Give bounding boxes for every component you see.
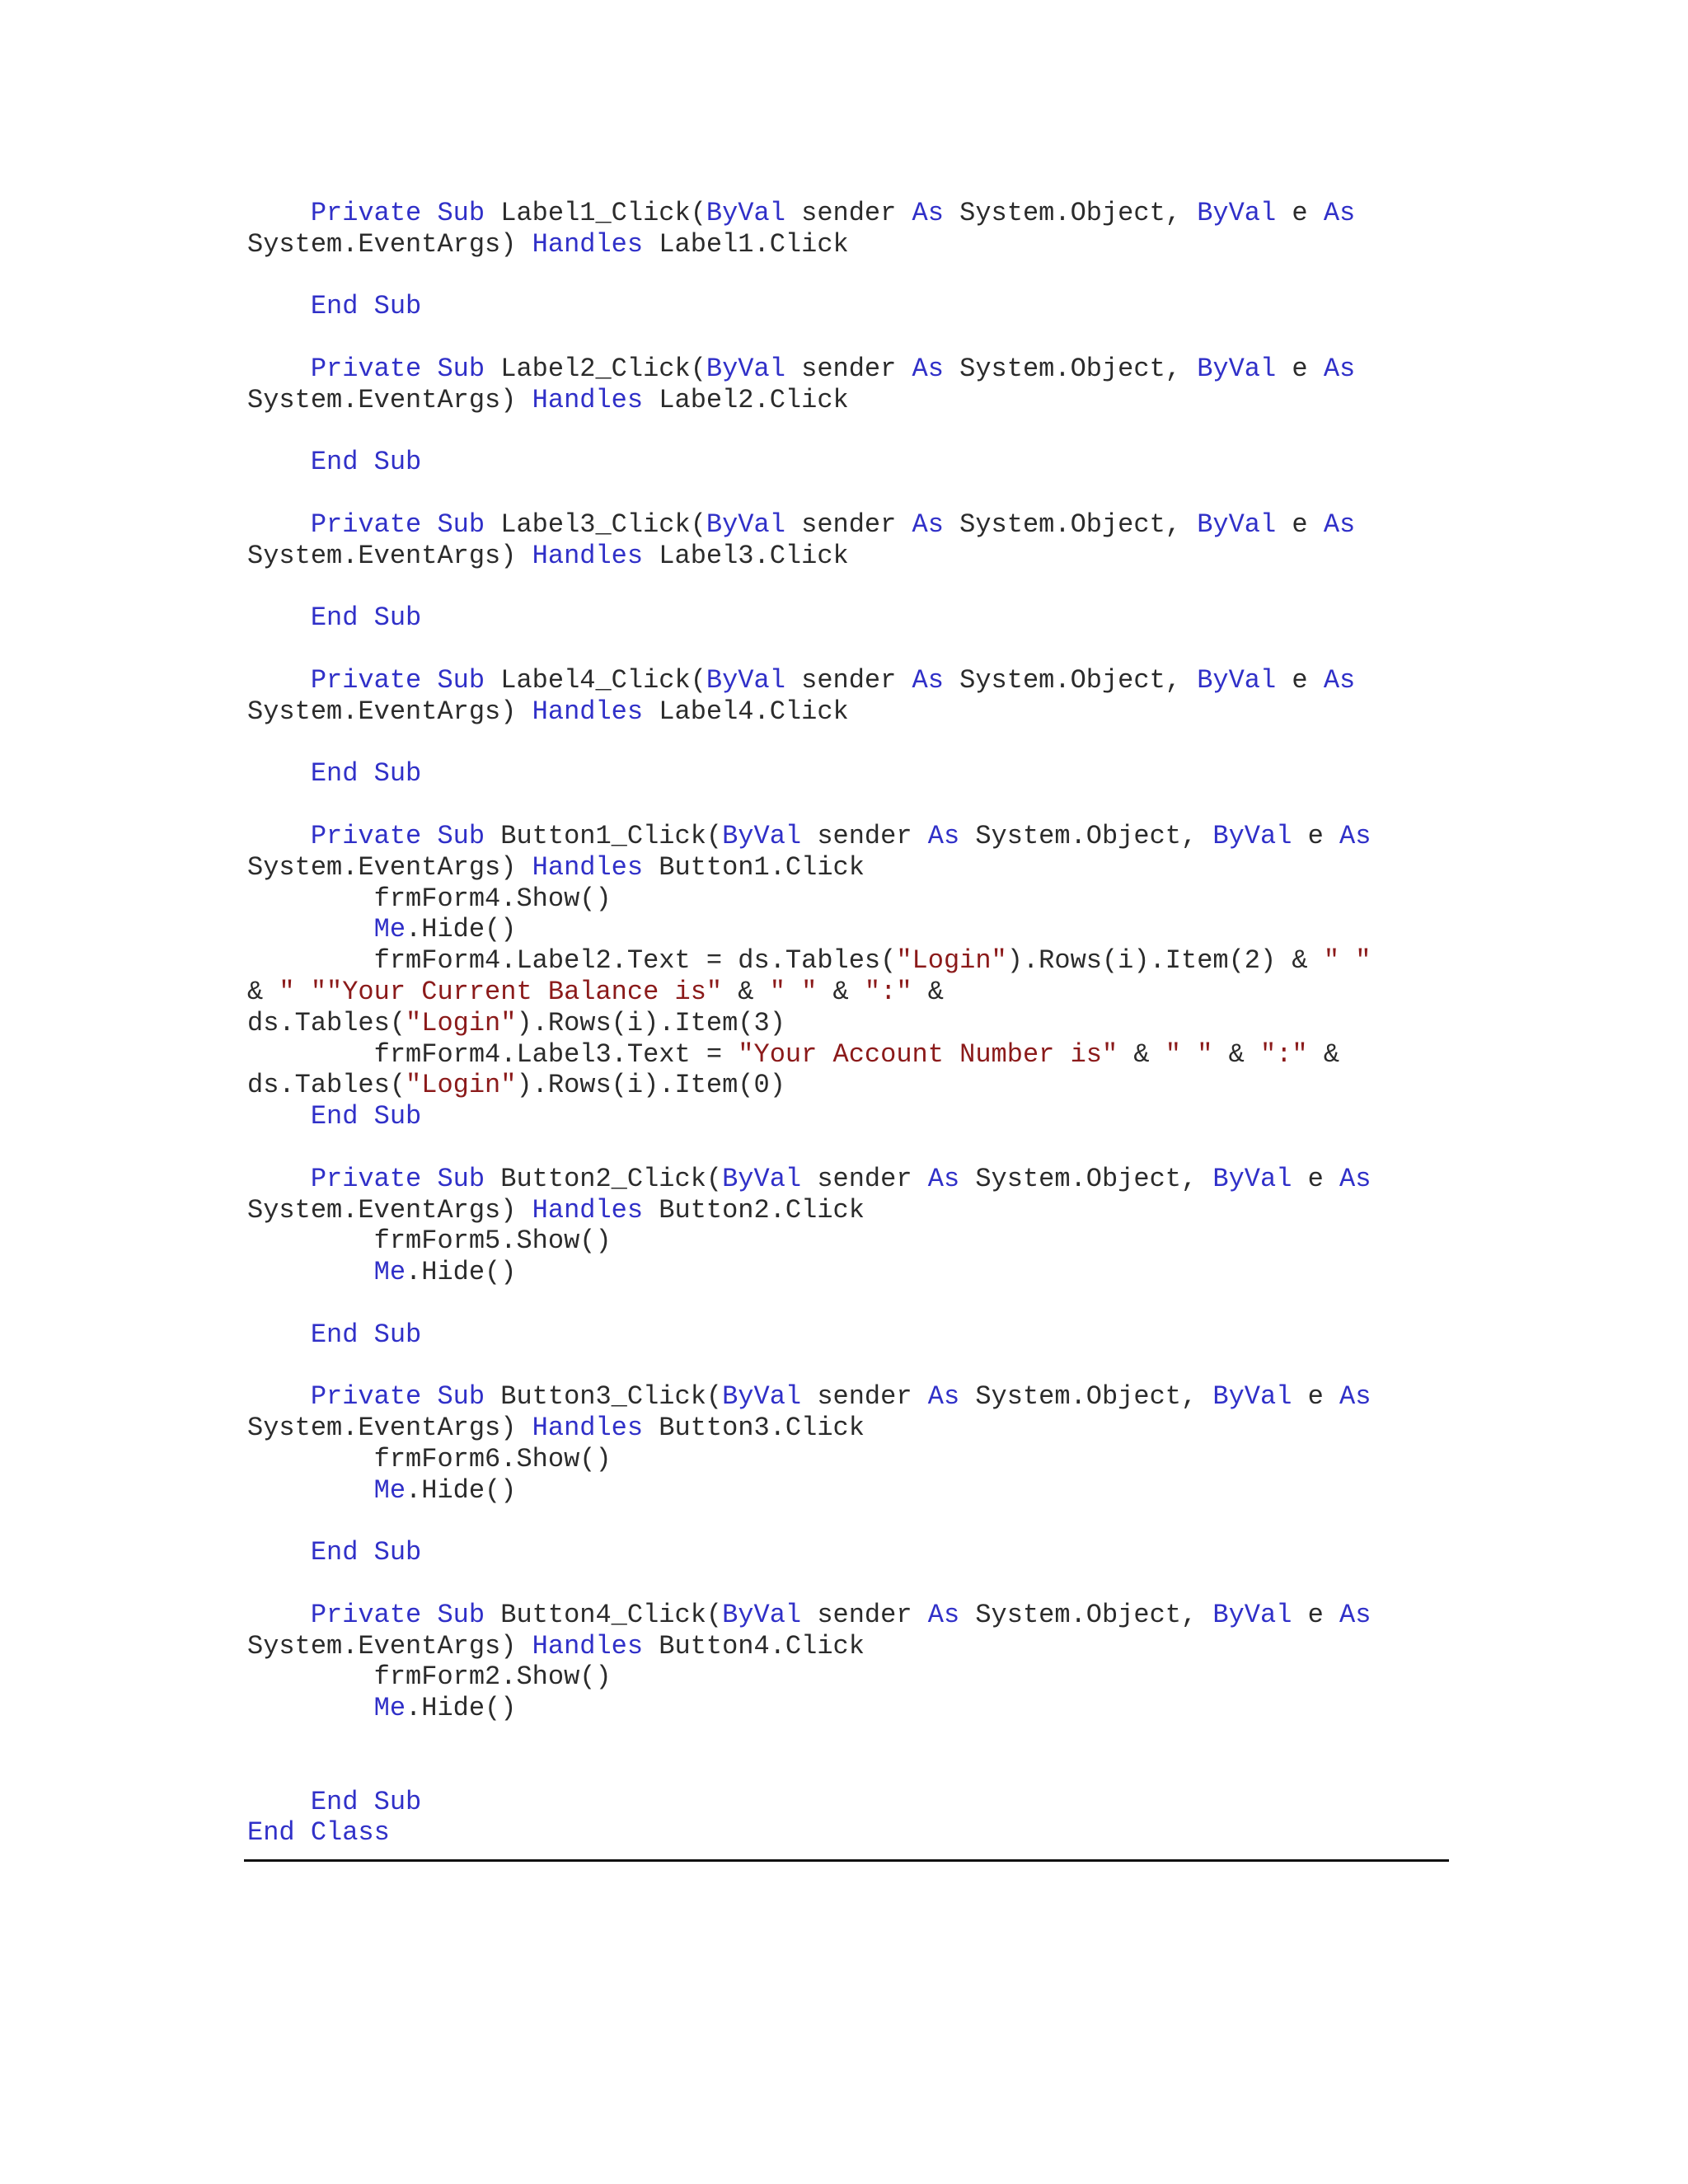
code-text: e (1292, 1599, 1340, 1630)
code-text: ds.Tables( (247, 1070, 406, 1101)
code-line (247, 790, 1451, 821)
code-line (247, 821, 1451, 852)
code-keyword: ByVal (1212, 1599, 1292, 1630)
code-string: "Login" (406, 1007, 517, 1038)
code-keyword: As (1323, 664, 1356, 696)
code-line (247, 322, 1451, 354)
code-text: & (1307, 1038, 1340, 1070)
code-line (247, 1600, 1451, 1631)
code-text: & (1118, 1038, 1165, 1070)
code-line (247, 1257, 1451, 1288)
code-line (247, 1070, 1451, 1101)
code-line (247, 1226, 1451, 1257)
code-keyword: ByVal (722, 1381, 802, 1413)
code-text: frmForm4.Label3.Text = (247, 1038, 738, 1070)
code-line (247, 1008, 1451, 1039)
code-text: Label4_Click( (500, 664, 706, 696)
code-text: System.Object, (943, 198, 1198, 228)
code-keyword: As (927, 1381, 960, 1413)
code-text: frmForm4.Show() (247, 883, 612, 914)
code-text: Button2_Click( (500, 1163, 723, 1194)
code-string: "Login" (406, 1070, 517, 1101)
code-keyword: As (1339, 1599, 1372, 1630)
code-text: sender (801, 1599, 928, 1630)
end-divider-line (244, 1859, 1449, 1862)
code-text: Button4_Click( (500, 1599, 723, 1630)
code-line (247, 1101, 1451, 1132)
code-text: sender (785, 664, 912, 696)
code-line (247, 1132, 1451, 1164)
code-line (247, 260, 1451, 292)
code-keyword: ByVal (706, 509, 785, 540)
code-line (247, 1195, 1451, 1226)
code-keyword: As (912, 509, 944, 540)
code-text: & (722, 976, 770, 1007)
code-text (247, 1693, 374, 1723)
code-line (247, 602, 1451, 634)
code-text: Button1.Click (643, 851, 865, 883)
code-text: Label3.Click (643, 540, 849, 571)
code-keyword: As (1339, 1381, 1372, 1413)
code-text: ).Rows(i).Item(2) & (1006, 945, 1324, 977)
code-text: frmForm4.Label2.Text = ds.Tables( (247, 945, 897, 977)
code-text: sender (801, 1381, 928, 1413)
code-line (247, 883, 1451, 915)
code-listing (247, 198, 1451, 1849)
code-string: " ""Your Current Balance is" (279, 976, 723, 1007)
code-text: Button4.Click (643, 1630, 865, 1661)
code-keyword: ByVal (1197, 664, 1277, 696)
code-keyword: ByVal (722, 1599, 802, 1630)
code-line (247, 728, 1451, 759)
code-keyword: Handles (532, 540, 644, 571)
code-text: System.Object, (943, 353, 1198, 384)
code-line (247, 1381, 1451, 1413)
code-line (247, 852, 1451, 883)
code-line (247, 1164, 1451, 1195)
code-keyword: Private Sub (247, 664, 501, 696)
code-line (247, 1319, 1451, 1351)
code-line (247, 758, 1451, 790)
code-text: Label2.Click (643, 384, 849, 415)
code-keyword: ByVal (1197, 509, 1277, 540)
code-text: e (1292, 1381, 1340, 1413)
code-keyword: Me (373, 914, 406, 945)
code-string: " " (1323, 945, 1372, 977)
code-string: "Your Account Number is" (738, 1038, 1118, 1070)
code-keyword: As (927, 820, 960, 851)
code-text: System.Object, (943, 509, 1198, 540)
code-keyword: As (1339, 1163, 1372, 1194)
code-line (247, 1039, 1451, 1071)
code-text: Label3_Click( (500, 509, 706, 540)
code-string: " " (769, 976, 818, 1007)
code-text: sender (785, 509, 912, 540)
code-text: e (1276, 198, 1324, 228)
code-line (247, 1506, 1451, 1537)
code-text: Label1_Click( (500, 198, 706, 228)
code-keyword: Me (373, 1474, 406, 1506)
code-text: sender (801, 1163, 928, 1194)
code-keyword: As (1323, 509, 1356, 540)
code-keyword: Private Sub (247, 1163, 501, 1194)
code-keyword: Private Sub (247, 353, 501, 384)
code-text: System.Object, (959, 1599, 1213, 1630)
code-line (247, 945, 1451, 977)
code-text: .Hide() (406, 914, 517, 945)
code-keyword: Handles (532, 696, 644, 727)
code-keyword: As (912, 664, 944, 696)
code-line (247, 1817, 1451, 1849)
code-keyword: ByVal (706, 353, 785, 384)
code-keyword: ByVal (722, 1163, 802, 1194)
code-line (247, 1755, 1451, 1787)
code-keyword: As (912, 353, 944, 384)
code-text: .Hide() (406, 1474, 517, 1506)
code-text: ).Rows(i).Item(3) (516, 1007, 785, 1038)
code-line (247, 1724, 1451, 1755)
code-text: e (1292, 1163, 1340, 1194)
code-string: "Login" (896, 945, 1007, 977)
code-keyword: Me (373, 1257, 406, 1288)
code-keyword: ByVal (706, 198, 785, 228)
code-line (247, 291, 1451, 322)
code-line (247, 1537, 1451, 1568)
code-text: Label2_Click( (500, 353, 706, 384)
code-keyword: As (927, 1599, 960, 1630)
code-keyword: ByVal (1212, 820, 1292, 851)
code-keyword: End Sub (247, 291, 422, 322)
code-keyword: As (912, 198, 944, 228)
code-line (247, 1413, 1451, 1444)
code-line (247, 354, 1451, 385)
code-text: sender (785, 198, 912, 228)
code-keyword: As (1323, 198, 1356, 228)
code-line (247, 665, 1451, 696)
code-text: Button1_Click( (500, 820, 723, 851)
code-text: frmForm5.Show() (247, 1226, 612, 1257)
code-keyword: Handles (532, 1194, 644, 1226)
code-keyword: Private Sub (247, 1381, 501, 1413)
code-text: System.EventArgs) (247, 540, 532, 571)
code-string: " " (1165, 1038, 1213, 1070)
code-text (247, 1475, 374, 1506)
code-keyword: End Sub (247, 1101, 422, 1132)
code-line (247, 1444, 1451, 1475)
code-line (247, 1568, 1451, 1600)
code-text: System.EventArgs) (247, 228, 532, 260)
code-text: e (1276, 353, 1324, 384)
code-keyword: Private Sub (247, 1599, 501, 1630)
code-line (247, 1693, 1451, 1724)
code-text (247, 1257, 374, 1287)
code-line (247, 572, 1451, 603)
code-keyword: ByVal (1212, 1381, 1292, 1413)
code-keyword: ByVal (1197, 198, 1277, 228)
code-text: .Hide() (406, 1693, 517, 1724)
code-text: frmForm6.Show() (247, 1443, 612, 1474)
code-keyword: As (1339, 820, 1372, 851)
code-text: e (1276, 664, 1324, 696)
code-line (247, 1631, 1451, 1662)
code-line (247, 977, 1451, 1008)
code-keyword: As (1323, 353, 1356, 384)
code-line (247, 914, 1451, 945)
code-text: Button3.Click (643, 1413, 865, 1444)
code-text: & (912, 976, 944, 1007)
code-line (247, 1475, 1451, 1507)
code-line (247, 198, 1451, 229)
code-text: Button3_Click( (500, 1381, 723, 1413)
code-text: & (1212, 1038, 1260, 1070)
code-keyword: ByVal (1197, 353, 1277, 384)
code-keyword: End Sub (247, 1786, 422, 1817)
code-string: ":" (1260, 1038, 1308, 1070)
code-line (247, 229, 1451, 260)
code-keyword: Handles (532, 1413, 644, 1444)
code-text: sender (785, 353, 912, 384)
code-text: System.Object, (959, 1381, 1213, 1413)
code-text: Label1.Click (643, 228, 849, 260)
code-keyword: ByVal (706, 664, 785, 696)
code-keyword: End Sub (247, 447, 422, 478)
code-keyword: ByVal (722, 820, 802, 851)
code-keyword: Handles (532, 1630, 644, 1661)
code-text: e (1276, 509, 1324, 540)
code-text: System.Object, (943, 664, 1198, 696)
code-keyword: Private Sub (247, 509, 501, 540)
code-text: System.EventArgs) (247, 1194, 532, 1226)
code-line (247, 1661, 1451, 1693)
code-keyword: ByVal (1212, 1163, 1292, 1194)
code-text: System.EventArgs) (247, 851, 532, 883)
code-text (247, 914, 374, 944)
code-line (247, 1288, 1451, 1319)
code-text: ).Rows(i).Item(0) (516, 1070, 785, 1101)
code-text: System.EventArgs) (247, 696, 532, 727)
code-line (247, 1787, 1451, 1818)
code-text: ds.Tables( (247, 1007, 406, 1038)
code-keyword: End Sub (247, 1319, 422, 1350)
code-string: ":" (864, 976, 912, 1007)
code-line (247, 385, 1451, 416)
code-keyword: End Sub (247, 758, 422, 790)
code-line (247, 634, 1451, 665)
code-line (247, 541, 1451, 572)
code-text: e (1292, 820, 1340, 851)
code-keyword: End Sub (247, 1537, 422, 1568)
code-keyword: End Sub (247, 602, 422, 634)
code-text: frmForm2.Show() (247, 1661, 612, 1693)
code-text: System.EventArgs) (247, 1413, 532, 1444)
code-line (247, 416, 1451, 448)
code-text: sender (801, 820, 928, 851)
code-keyword: Private Sub (247, 820, 501, 851)
code-line (247, 478, 1451, 509)
code-line (247, 696, 1451, 728)
code-text: System.EventArgs) (247, 1630, 532, 1661)
code-keyword: Handles (532, 384, 644, 415)
code-keyword: Handles (532, 851, 644, 883)
code-text: .Hide() (406, 1257, 517, 1288)
code-text: Button2.Click (643, 1194, 865, 1226)
code-line (247, 447, 1451, 478)
code-keyword: Handles (532, 228, 644, 260)
code-text: Label4.Click (643, 696, 849, 727)
code-line (247, 1350, 1451, 1381)
code-text: System.Object, (959, 820, 1213, 851)
code-text: System.Object, (959, 1163, 1213, 1194)
code-text: System.EventArgs) (247, 384, 532, 415)
code-keyword: End Class (247, 1817, 390, 1849)
code-text: & (247, 976, 279, 1007)
code-keyword: Me (373, 1693, 406, 1724)
code-text: & (817, 976, 865, 1007)
code-keyword: As (927, 1163, 960, 1194)
code-keyword: Private Sub (247, 198, 501, 228)
code-line (247, 509, 1451, 541)
